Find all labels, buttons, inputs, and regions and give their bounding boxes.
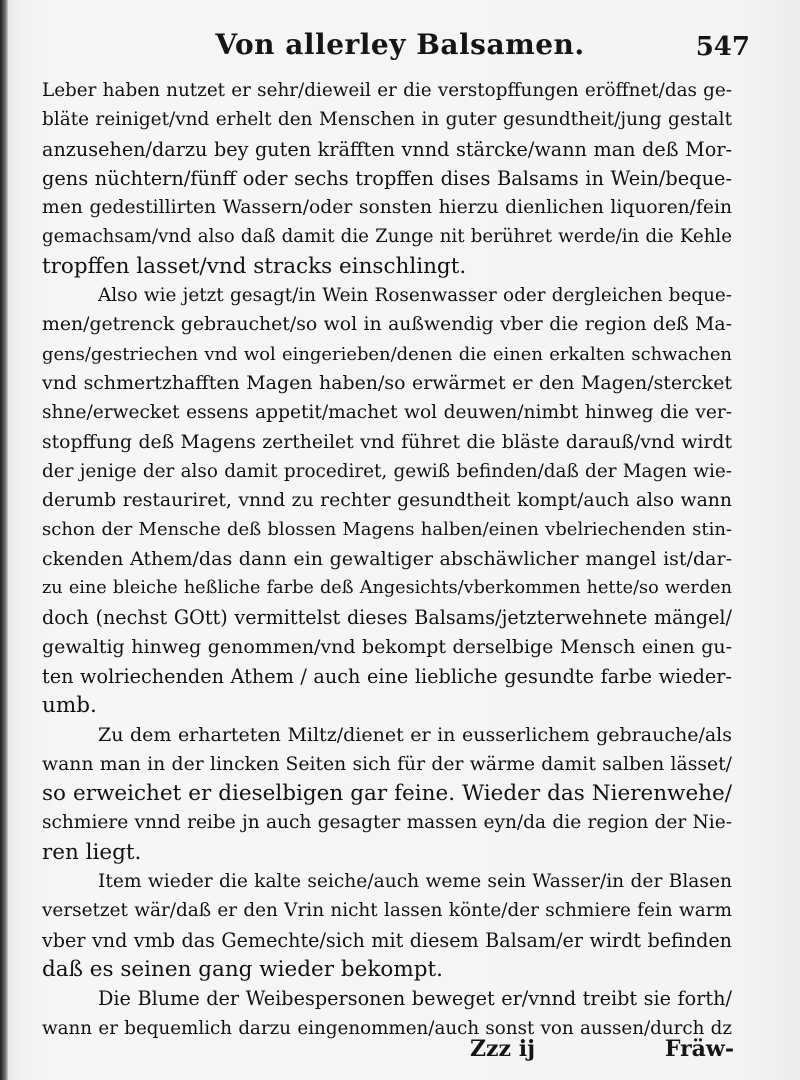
text-line: gewaltig hinweg genommen/vnd bekompt derselbige Mensch einen gu- bbox=[42, 635, 732, 658]
text-line: tropffen lasset/vnd stracks einschlingt. bbox=[42, 253, 467, 279]
text-line: daß es seinen gang wieder bekompt. bbox=[42, 956, 443, 982]
text-line: umb. bbox=[42, 693, 97, 719]
text-line: so erweichet er dieselbigen gar feine. Wieder das Nierenwehe/ bbox=[42, 781, 732, 807]
text-line: derumb restauriret, vnnd zu rechter gesundtheit kompt/auch also wann bbox=[42, 490, 732, 512]
text-line: wann er bequemlich darzu eingenommen/auch sonst von aussen/durch dz bbox=[42, 1017, 732, 1039]
text-line: ren liegt. bbox=[42, 839, 142, 865]
catchword: Fräw- bbox=[664, 1036, 734, 1062]
text-line: stopffung deß Magens zertheilet vnd führet die bläste darauß/vnd wirdt bbox=[42, 431, 732, 453]
text-line: schmiere vnnd reibe jn auch gesagter massen eyn/da die region der Nie- bbox=[42, 812, 732, 834]
text-line: wann man in der lincken Seiten sich für der wärme damit salben lässet/ bbox=[42, 753, 732, 775]
running-head-title: Von allerley Balsamen. bbox=[215, 28, 585, 61]
page-gutter-shadow bbox=[0, 0, 8, 1080]
text-line: Leber haben nutzet er sehr/dieweil er die verstopffungen eröffnet/das ge- bbox=[42, 80, 732, 101]
text-line: doch (nechst GOtt) vermittelst dieses Balsams/jetzterwehnete mängel/ bbox=[42, 606, 732, 630]
text-line: der jenige der also damit procediret, gewiß befinden/daß der Magen wie- bbox=[42, 460, 732, 482]
text-line: zu eine bleiche heßliche farbe deß Angesichts/vberkommen hette/so werden bbox=[42, 578, 732, 599]
page-number: 547 bbox=[695, 32, 750, 62]
text-line: gens nüchtern/fünff oder sechs tropffen dises Balsams in Wein/beque- bbox=[42, 166, 732, 190]
text-line: schon der Mensche deß blossen Magens halben/einen vbelriechenden stin- bbox=[42, 519, 732, 541]
text-line: shne/erwecket essens appetit/machet wol deuwen/nimbt hinweg die ver- bbox=[42, 402, 732, 424]
text-line: Die Blume der Weibespersonen beweget er/vnnd treibt sie forth/ bbox=[98, 987, 732, 1011]
text-line: versetzet wär/daß er den Vrin nicht lassen könte/der schmiere fein warm bbox=[42, 900, 732, 922]
text-line: ten wolriechenden Athem / auch eine liebliche gesundte farbe wieder- bbox=[42, 664, 732, 688]
text-line: Item wieder die kalte seiche/auch weme sein Wasser/in der Blasen bbox=[98, 871, 732, 893]
text-line: anzusehen/darzu bey guten kräfften vnnd stärcke/wann man deß Mor- bbox=[42, 137, 732, 161]
text-line: Also wie jetzt gesagt/in Wein Rosenwasser oder dergleichen beque- bbox=[98, 285, 732, 307]
text-line: vber vnd vmb das Gemechte/sich mit diesem Balsam/er wirdt befinden bbox=[42, 928, 732, 952]
text-line: bläte reiniget/vnd erhelt den Menschen in guter gesundtheit/jung gestalt bbox=[42, 109, 732, 131]
text-line: ckenden Athem/das dann ein gewaltiger abschäwlicher mangel ist/dar- bbox=[42, 547, 732, 570]
text-line: gemachsam/vnd also daß damit die Zunge nit berühret werde/in die Kehle bbox=[42, 226, 732, 248]
text-line: vnd schmertzhafften Magen haben/so erwärmet er den Magen/stercket bbox=[42, 371, 732, 394]
text-line: men gedestillirten Wassern/oder sonsten hierzu dienlichen liquoren/fein bbox=[42, 197, 732, 219]
signature-mark: Zzz ij bbox=[470, 1036, 536, 1062]
body-text bbox=[42, 76, 732, 1043]
text-line: men/getrenck gebrauchet/so wol in außwendig vber die region deß Ma- bbox=[42, 314, 732, 336]
text-line: gens/gestriechen vnd wol eingerieben/denen die einen erkalten schwachen bbox=[42, 343, 732, 365]
text-line: Zu dem erharteten Miltz/dienet er in eusserlichem gebrauche/als bbox=[98, 723, 732, 746]
